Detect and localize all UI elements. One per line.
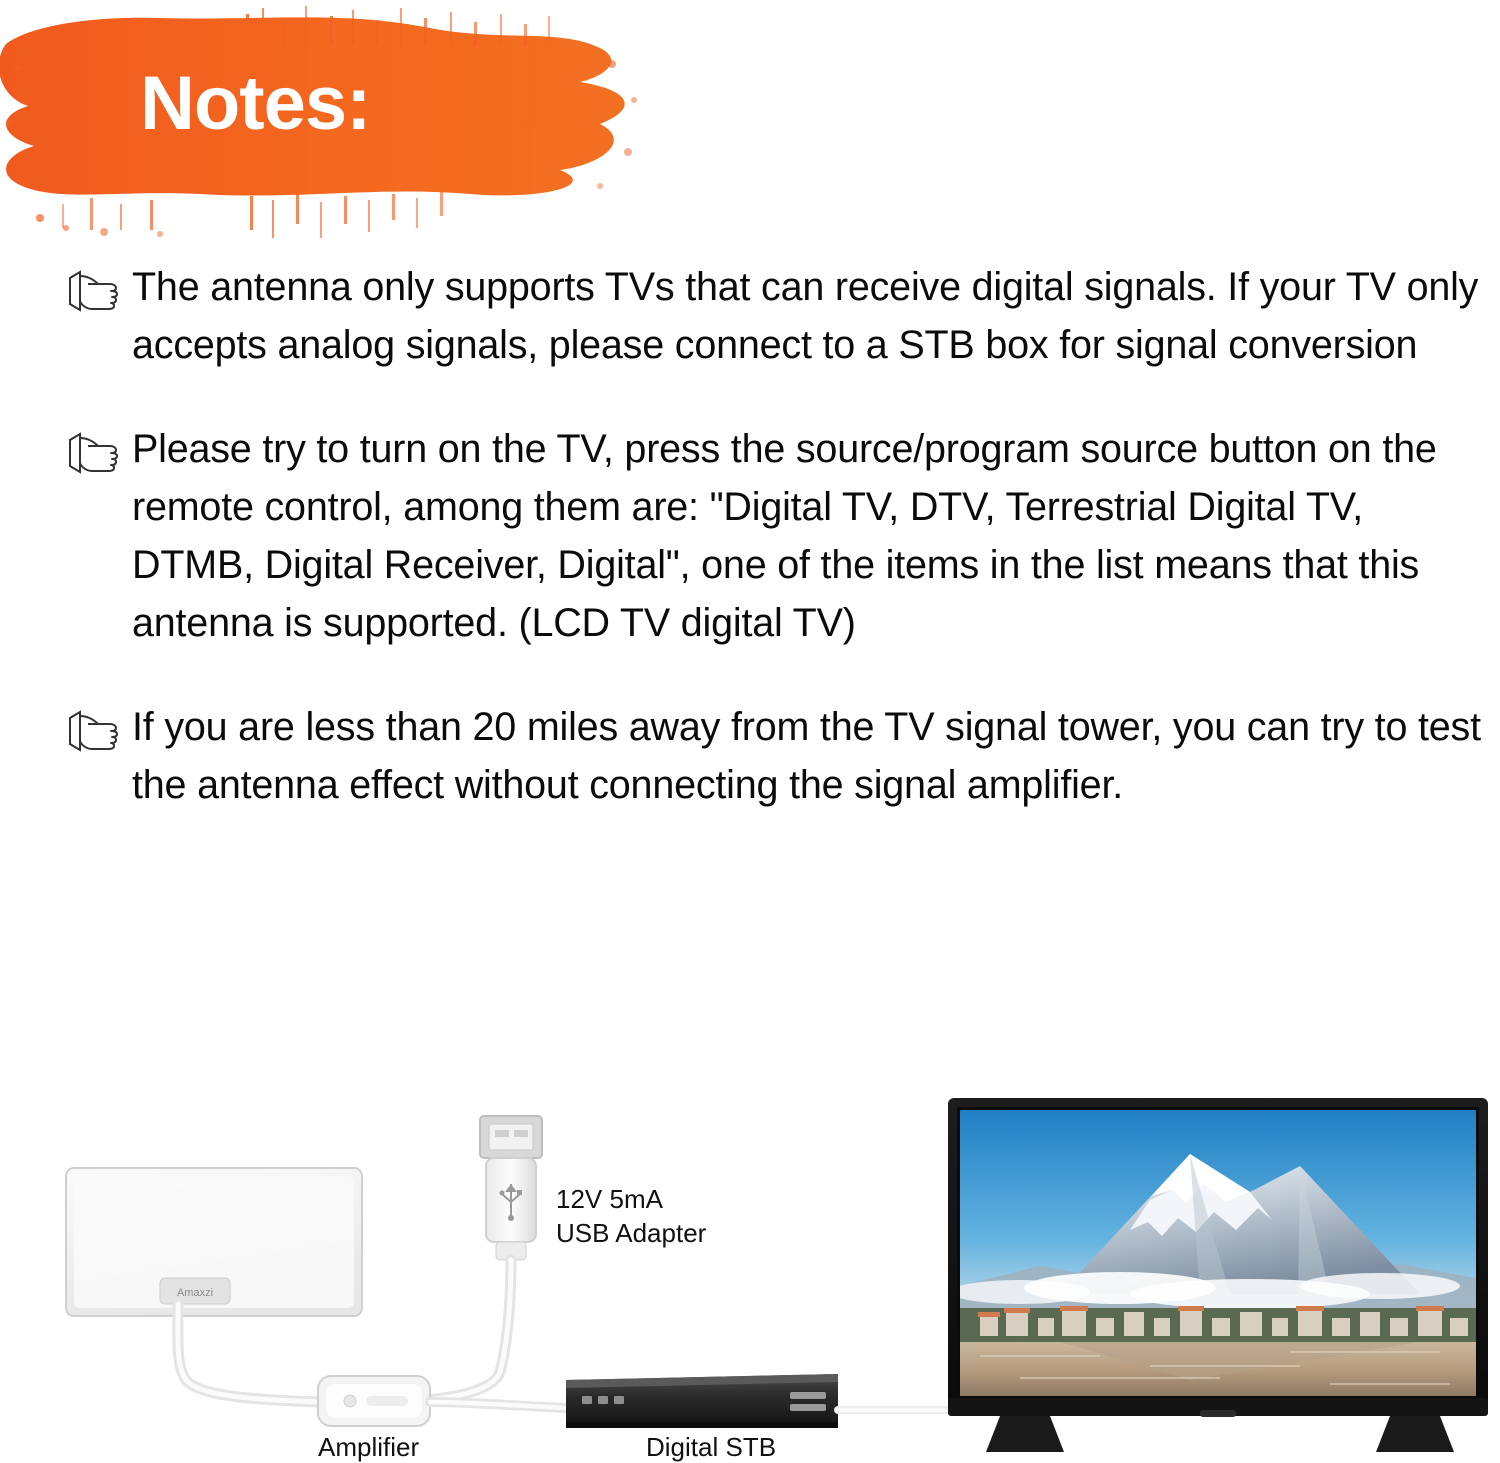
pointing-hand-icon (66, 258, 132, 317)
pointing-hand-icon (66, 420, 132, 479)
pointing-hand-icon (66, 698, 132, 757)
usb-adapter-label: 12V 5mA USB Adapter (556, 1184, 707, 1249)
television (948, 1098, 1488, 1452)
note-text: Please try to turn on the TV, press the source/program source button on the remote control, among them are: "Digital TV, DTV, Terrestrial Digital TV, DTMB, Digital Receiver, Digital", one of the items in the list means that this antenna is supported. (LCD TV digital TV) (132, 427, 1437, 646)
usb-adapter (480, 1116, 542, 1260)
note-item (66, 258, 1486, 374)
amplifier-label: Amplifier (318, 1432, 420, 1462)
notes-list (66, 258, 1486, 861)
diagram-graphic (0, 1080, 1500, 1463)
note-item (66, 420, 1486, 652)
tv-screen-image (950, 1110, 1476, 1396)
page-title: Notes: (140, 61, 371, 146)
amplifier (318, 1376, 430, 1426)
digital-stb (566, 1374, 838, 1428)
setup-diagram (0, 1080, 1500, 1463)
note-text: If you are less than 20 miles away from the TV signal tower, you can try to test the antenna effect without connecting the signal amplifier. (132, 705, 1481, 808)
svg-text:Amaxzi: Amaxzi (176, 1287, 214, 1299)
antenna (66, 1168, 362, 1316)
note-item (66, 698, 1486, 814)
note-text: The antenna only supports TVs that can receive digital signals. If your TV only accepts analog signals, please connect to a STB box for signal conversion (132, 265, 1479, 368)
header-banner (0, 4, 660, 244)
digital-stb-label: Digital STB (646, 1432, 777, 1462)
